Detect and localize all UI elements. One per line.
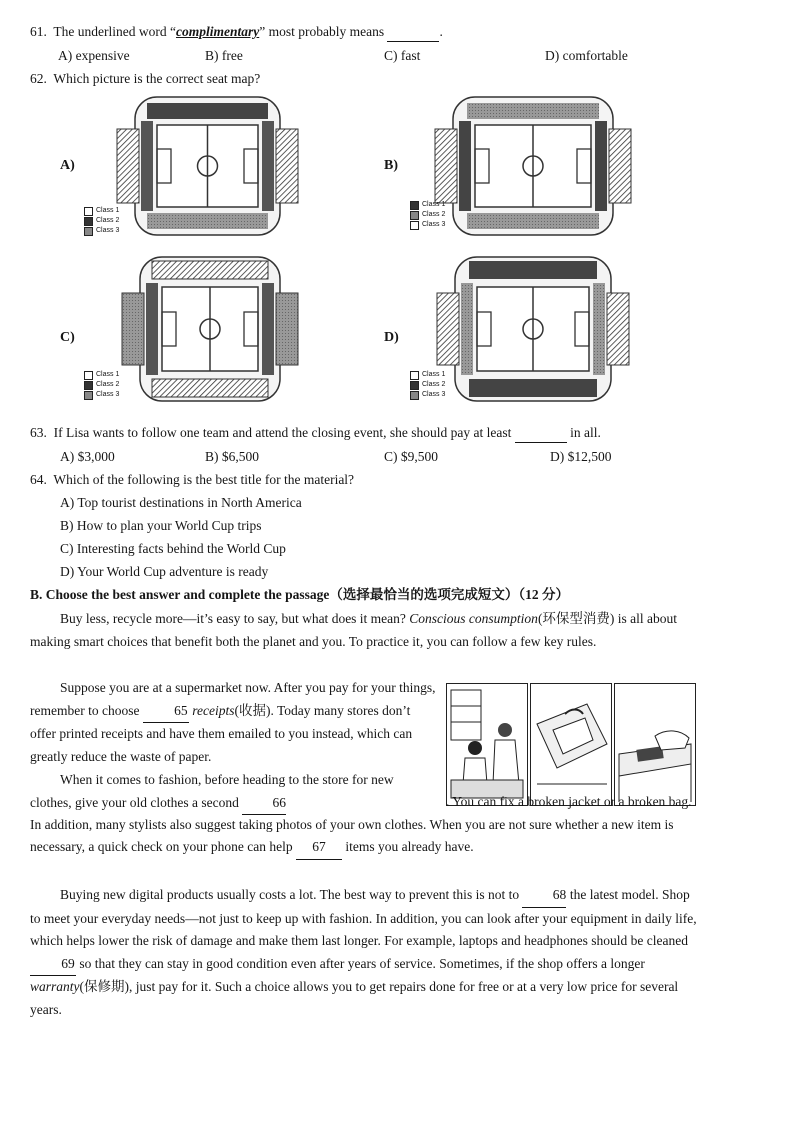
class-1-swatch [84, 371, 93, 380]
question-number: 61. [30, 24, 47, 39]
cashier-picture [446, 683, 528, 806]
option-a: A) $3,000 [60, 449, 115, 464]
question-63: 63. If Lisa wants to follow one team and attend the closing event, she should pay at least in all. [30, 425, 601, 443]
option-c: C) Interesting facts behind the World Cup [60, 541, 286, 556]
passage-paragraph-3a: When it comes to fashion, before heading to the store for new clothes, give your old clothes a second 66 [30, 769, 438, 815]
term: warranty [30, 979, 80, 994]
map-a-label: A) [60, 158, 75, 173]
question-stem: Which picture is the correct seat map? [53, 71, 261, 86]
option-c: C) fast [384, 48, 421, 63]
question-stem: The underlined word “ [53, 24, 176, 39]
blank-68[interactable]: 68 [522, 884, 566, 908]
map-d-legend: Class 1 Class 2 Class 3 [410, 370, 445, 400]
stadium-map-d [435, 255, 631, 403]
question-stem: Which of the following is the best title for the material? [53, 472, 355, 487]
stadium-map-c [120, 255, 300, 403]
class-3-swatch [84, 391, 93, 400]
option-b: B) $6,500 [205, 449, 259, 464]
map-a-legend: Class 1 Class 2 Class 3 [84, 206, 119, 236]
map-b-label: B) [384, 158, 398, 173]
question-62 [30, 71, 260, 88]
option-d: D) $12,500 [550, 449, 612, 464]
map-c-label: C) [60, 330, 75, 345]
answer-blank [515, 425, 567, 443]
option-a: A) Top tourist destinations in North America [60, 495, 302, 510]
passage-paragraph-1: Buy less, recycle more—it’s easy to say, but what does it mean? Conscious consumption(环保型消费) is all about making smart choices that benefit both the planet and you. To practice it, you can follow a few key rules. [30, 611, 678, 649]
term: receipts [192, 702, 235, 718]
question-61: 61. The underlined word “complimentary” most probably means . [30, 24, 443, 42]
option-d: D) comfortable [545, 48, 628, 63]
blank-66[interactable]: 66 [242, 792, 286, 816]
class-1-swatch [410, 371, 419, 380]
answer-blank [387, 24, 439, 42]
section-heading: B. Choose the best answer and complete the passage（选择最恰当的选项完成短文）（12 分） [30, 587, 569, 602]
question-number: 64. [30, 472, 47, 487]
class-1-swatch [410, 201, 419, 210]
map-b-legend: Class 1 Class 2 Class 3 [410, 200, 445, 230]
passage-paragraph-3b: . You can fix a broken jacket or a broken bag. In addition, many stylists also suggest taking photos of your own clothes. When you are not sure whether a new item is necessary, a quick check on your phone can help 67 items you already have. [30, 791, 698, 860]
cleaning-device-picture [614, 683, 696, 806]
class-3-swatch [410, 391, 419, 400]
blank-65[interactable]: 65 [143, 700, 189, 724]
class-2-swatch [84, 381, 93, 390]
passage-paragraph-4: Buying new digital products usually costs a lot. The best way to prevent this is not to 68 the latest model. Shop to meet your everyday needs—not just to keep up with fashion. In addition, you can look after your equipment in daily life, which helps lower the risk of damage and make them last longer. For example, laptops and headphones should be cleaned 69 so that they can stay in good condition even after years of service. Sometimes, if the shop offers a longer warranty(保修期), just pay for it. Such a choice allows you to get repairs done for free or at a very low price for several years. [30, 884, 698, 1021]
class-2-swatch [410, 211, 419, 220]
question-stem: ” most probably means [259, 24, 385, 39]
stadium-map-a [115, 95, 300, 237]
class-2-swatch [410, 381, 419, 390]
passage-paragraph-2: Suppose you are at a supermarket now. After you pay for your things, remember to choose 65 receipts(收据). Today many stores don’t offer printed receipts and have them emailed to you instead, which can greatly reduce the waste of paper. [30, 680, 436, 764]
class-3-swatch [84, 227, 93, 236]
underlined-word: complimentary [175, 24, 260, 39]
class-1-swatch [84, 207, 93, 216]
option-b: B) free [205, 48, 243, 63]
question-stem: If Lisa wants to follow one team and attend the closing event, she should pay at least [53, 425, 512, 440]
blank-67[interactable]: 67 [296, 836, 342, 860]
folding-clothes-picture [530, 683, 612, 806]
option-c: C) $9,500 [384, 449, 438, 464]
stadium-map-b [433, 95, 633, 237]
option-a: A) expensive [58, 48, 130, 63]
question-64 [30, 472, 354, 489]
blank-69[interactable]: 69 [30, 953, 76, 977]
option-b: B) How to plan your World Cup trips [60, 518, 262, 533]
map-c-legend: Class 1 Class 2 Class 3 [84, 370, 119, 400]
map-d-label: D) [384, 330, 399, 345]
class-3-swatch [410, 221, 419, 230]
option-d: D) Your World Cup adventure is ready [60, 564, 269, 579]
question-number: 63. [30, 425, 47, 440]
question-number: 62. [30, 71, 47, 86]
term: Conscious consumption [409, 611, 538, 626]
class-2-swatch [84, 217, 93, 226]
